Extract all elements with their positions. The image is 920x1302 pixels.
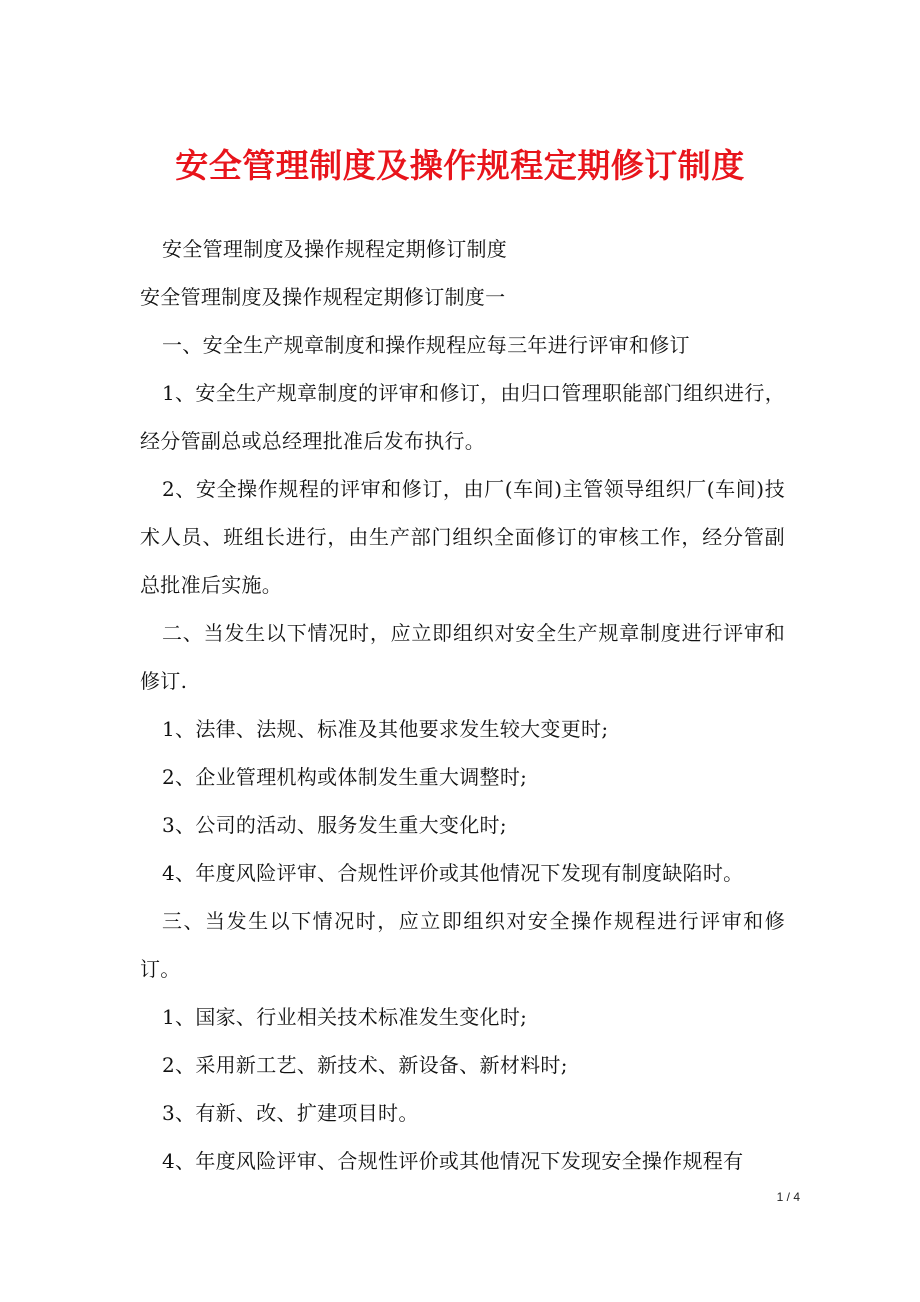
- paragraph: 2、安全操作规程的评审和修订，由厂(车间)主管领导组织厂(车间)技术人员、班组长进行，由生产部门组织全面修订的审核工作，经分管副总批准后实施。: [140, 477, 785, 597]
- paragraph: 3、有新、改、扩建项目时。: [162, 1101, 419, 1125]
- paragraph: 3、公司的活动、服务发生重大变化时;: [162, 813, 507, 837]
- document-title: 安全管理制度及操作规程定期修订制度: [175, 146, 745, 185]
- paragraph: 二、当发生以下情况时，应立即组织对安全生产规章制度进行评审和修订.: [140, 621, 785, 693]
- paragraph: 三、当发生以下情况时，应立即组织对安全操作规程进行评审和修订。: [140, 909, 785, 981]
- paragraph: 1、法律、法规、标准及其他要求发生较大变更时;: [162, 717, 609, 741]
- paragraph: 安全管理制度及操作规程定期修订制度一: [140, 285, 506, 309]
- paragraph: 1、安全生产规章制度的评审和修订，由归口管理职能部门组织进行，经分管副总或总经理批准后发布执行。: [140, 381, 785, 453]
- page-number: 1 / 4: [776, 1190, 800, 1204]
- paragraph: 2、企业管理机构或体制发生重大调整时;: [162, 765, 528, 789]
- paragraph: 1、国家、行业相关技术标准发生变化时;: [162, 1005, 528, 1029]
- document-body: [140, 225, 785, 1185]
- paragraph: 4、年度风险评审、合规性评价或其他情况下发现安全操作规程有: [162, 1149, 744, 1173]
- paragraph: 4、年度风险评审、合规性评价或其他情况下发现有制度缺陷时。: [162, 861, 744, 885]
- paragraph: 安全管理制度及操作规程定期修订制度: [162, 237, 508, 261]
- paragraph: 一、安全生产规章制度和操作规程应每三年进行评审和修订: [162, 333, 690, 357]
- paragraph: 2、采用新工艺、新技术、新设备、新材料时;: [162, 1053, 568, 1077]
